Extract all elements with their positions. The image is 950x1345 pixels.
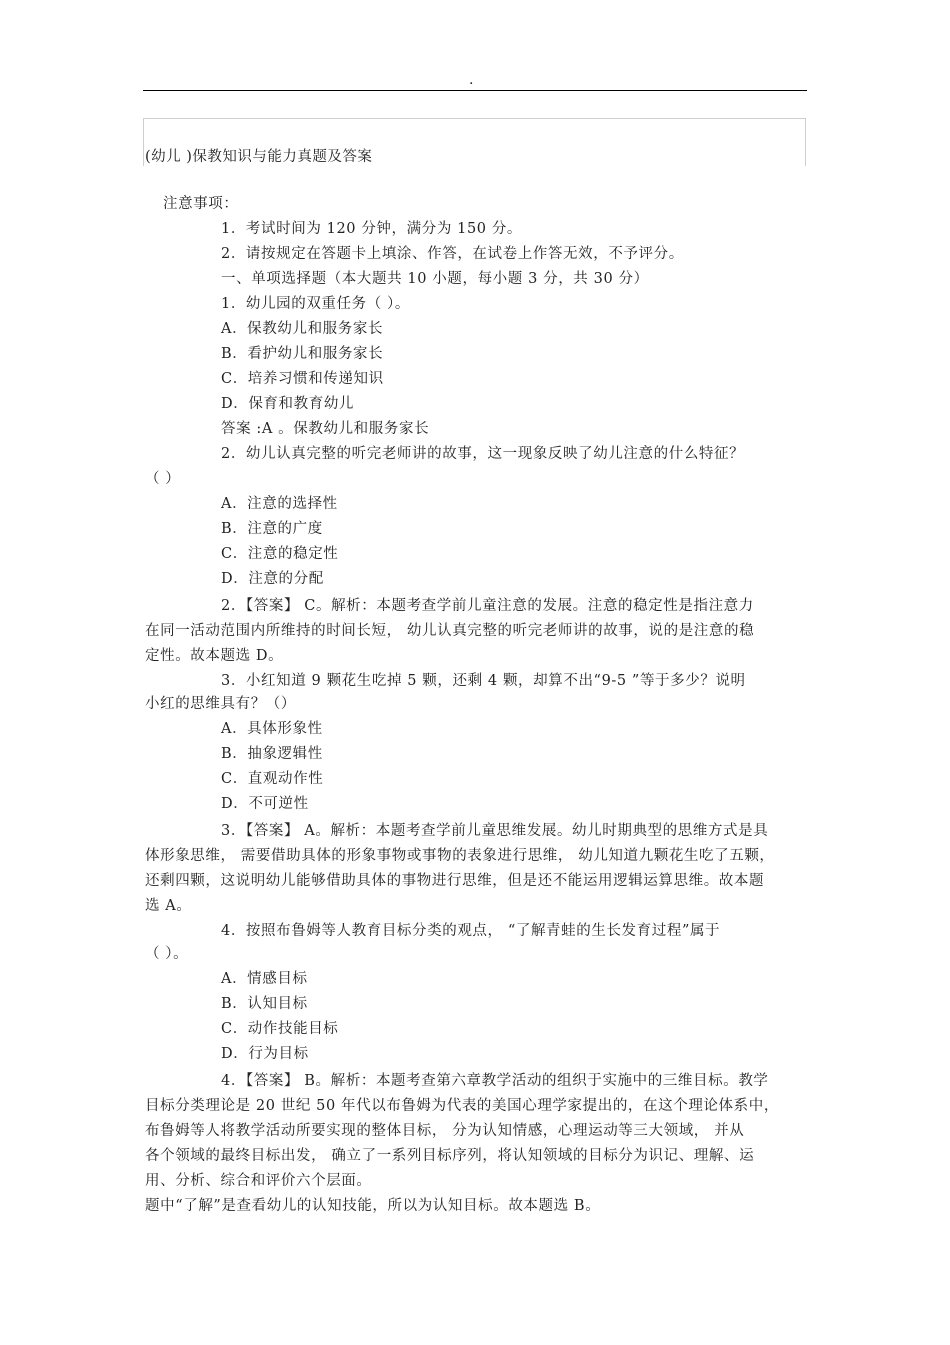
q2-stem-cont: （ ） <box>145 471 181 487</box>
q1-option: D．保育和教育幼儿 <box>221 396 355 412</box>
q3-option: B．抽象逻辑性 <box>221 746 323 762</box>
q4-option: A．情感目标 <box>221 971 308 987</box>
q3-analysis: 体形象思维， 需要借助具体的形象事物或事物的表象进行思维， 幼儿知道九颗花生吃了五颗， <box>145 848 775 864</box>
section-title: 一、单项选择题（本大题共 10 小题，每小题 3 分，共 30 分） <box>221 271 649 287</box>
q1-option: A．保教幼儿和服务家长 <box>221 321 384 337</box>
q3-stem: 3．小红知道 9 颗花生吃掉 5 颗，还剩 4 颗，却算不出“9-5 ”等于多少？说明 <box>221 673 746 689</box>
q1-answer: 答案 :A 。保教幼儿和服务家长 <box>221 421 430 437</box>
q4-stem-cont: （ ）。 <box>145 946 189 962</box>
q4-analysis: 各个领域的最终目标出发， 确立了一系列目标序列，将认知领域的目标分为识记、理解、运 <box>145 1148 755 1164</box>
q3-option: A．具体形象性 <box>221 721 323 737</box>
q2-option: B．注意的广度 <box>221 521 323 537</box>
q4-option: C．动作技能目标 <box>221 1021 339 1037</box>
q3-option: D．不可逆性 <box>221 796 309 812</box>
q2-analysis: 2．【答案】 C。解析：本题考查学前儿童注意的发展。注意的稳定性是指注意力 <box>221 598 754 614</box>
q4-analysis: 用、分析、综合和评价六个层面。 <box>145 1173 372 1189</box>
q2-option: A．注意的选择性 <box>221 496 338 512</box>
notice-item: 2．请按规定在答题卡上填涂、作答，在试卷上作答无效，不予评分。 <box>221 246 684 262</box>
document-title: (幼儿 )保教知识与能力真题及答案 <box>145 149 373 165</box>
q4-final-line: 题中“了解”是查看幼儿的认知技能，所以为认知目标。故本题选 B。 <box>145 1198 601 1214</box>
header-dot: . <box>469 72 474 88</box>
q1-stem: 1．幼儿园的双重任务（ ）。 <box>221 296 410 312</box>
q2-option: D．注意的分配 <box>221 571 324 587</box>
notice-item: 1．考试时间为 120 分钟，满分为 150 分。 <box>221 221 523 237</box>
q4-analysis: 目标分类理论是 20 世纪 50 年代以布鲁姆为代表的美国心理学家提出的，在这个理论体系中， <box>145 1098 779 1114</box>
q2-option: C．注意的稳定性 <box>221 546 339 562</box>
notice-heading: 注意事项： <box>163 196 239 212</box>
q4-stem: 4．按照布鲁姆等人教育目标分类的观点， “了解青蛙的生长发育过程”属于 <box>221 923 721 939</box>
q4-option: D．行为目标 <box>221 1046 309 1062</box>
header-rule <box>143 90 807 91</box>
q4-analysis: 布鲁姆等人将教学活动所要实现的整体目标， 分为认知情感，心理运动等三大领域， 并从 <box>145 1123 745 1139</box>
q3-analysis: 3．【答案】 A。解析：本题考查学前儿童思维发展。幼儿时期典型的思维方式是具 <box>221 823 769 839</box>
q2-analysis: 在同一活动范围内所维持的时间长短， 幼儿认真完整的听完老师讲的故事，说的是注意的稳 <box>145 623 755 639</box>
q3-analysis: 还剩四颗，这说明幼儿能够借助具体的事物进行思维，但是还不能运用逻辑运算思维。故本题 <box>145 873 765 889</box>
q4-analysis: 4．【答案】 B。解析：本题考查第六章教学活动的组织于实施中的三维目标。教学 <box>221 1073 769 1089</box>
q2-stem: 2．幼儿认真完整的听完老师讲的故事，这一现象反映了幼儿注意的什么特征？ <box>221 446 745 462</box>
q1-option: C．培养习惯和传递知识 <box>221 371 384 387</box>
q2-analysis: 定性。故本题选 D。 <box>145 648 284 664</box>
q3-analysis: 选 A。 <box>145 898 192 914</box>
q1-option: B．看护幼儿和服务家长 <box>221 346 384 362</box>
q4-option: B．认知目标 <box>221 996 308 1012</box>
q3-stem-cont: 小红的思维具有？（） <box>145 696 296 712</box>
q3-option: C．直观动作性 <box>221 771 324 787</box>
